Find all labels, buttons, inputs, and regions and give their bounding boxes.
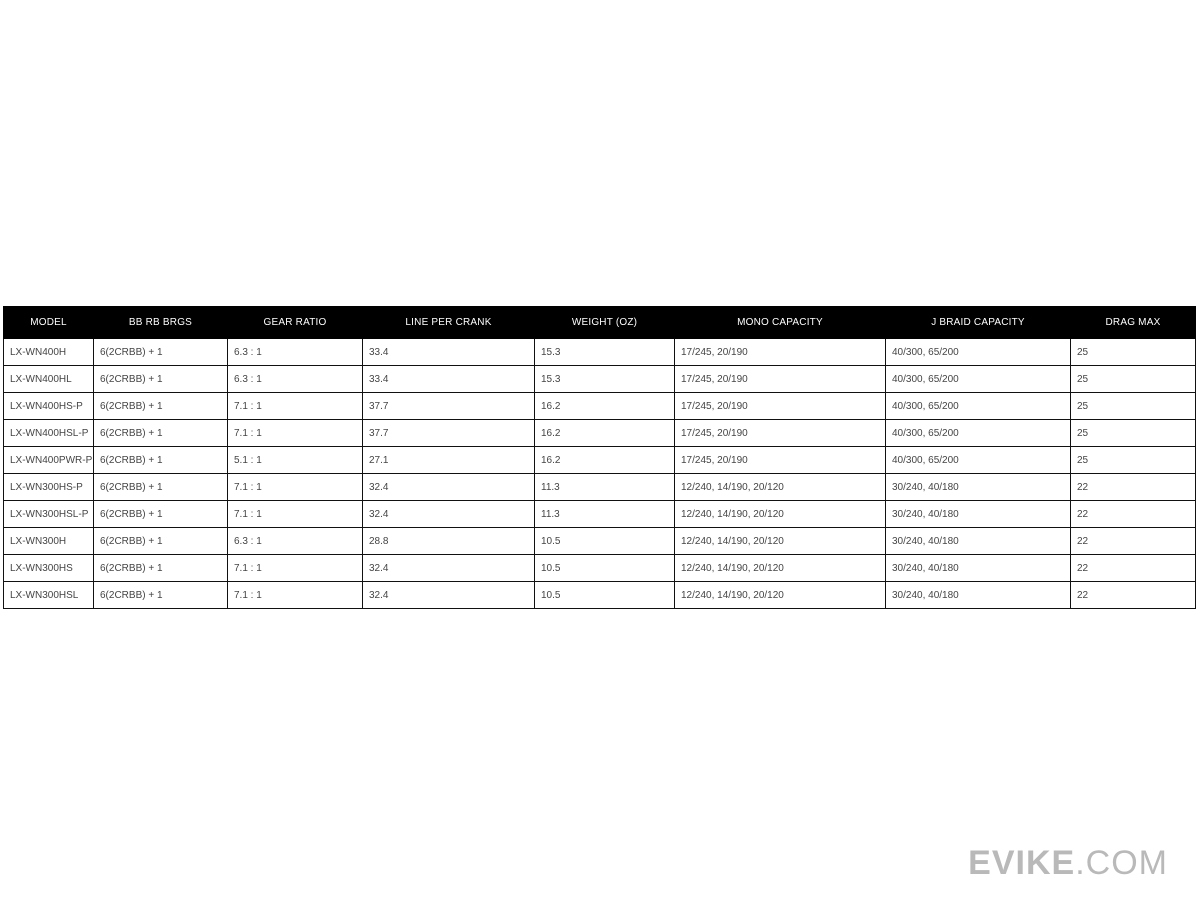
cell-line-per-crank: 33.4 (363, 366, 535, 393)
cell-drag-max: 22 (1071, 501, 1196, 528)
table-row (4, 420, 1196, 447)
cell-mono-capacity: 12/240, 14/190, 20/120 (675, 474, 886, 501)
cell-bb-rb-brgs: 6(2CRBB) + 1 (94, 501, 228, 528)
cell-model: LX-WN300HSL (4, 582, 94, 609)
cell-weight: 15.3 (535, 366, 675, 393)
cell-j-braid-capacity: 40/300, 65/200 (886, 420, 1071, 447)
cell-drag-max: 22 (1071, 474, 1196, 501)
cell-model: LX-WN400H (4, 339, 94, 366)
cell-line-per-crank: 32.4 (363, 555, 535, 582)
cell-line-per-crank: 32.4 (363, 582, 535, 609)
cell-j-braid-capacity: 40/300, 65/200 (886, 339, 1071, 366)
cell-bb-rb-brgs: 6(2CRBB) + 1 (94, 447, 228, 474)
cell-bb-rb-brgs: 6(2CRBB) + 1 (94, 420, 228, 447)
cell-bb-rb-brgs: 6(2CRBB) + 1 (94, 393, 228, 420)
cell-weight: 16.2 (535, 420, 675, 447)
cell-gear-ratio: 7.1 : 1 (228, 582, 363, 609)
cell-gear-ratio: 6.3 : 1 (228, 366, 363, 393)
table-row (4, 528, 1196, 555)
cell-drag-max: 22 (1071, 528, 1196, 555)
cell-line-per-crank: 28.8 (363, 528, 535, 555)
cell-line-per-crank: 37.7 (363, 393, 535, 420)
cell-weight: 16.2 (535, 447, 675, 474)
cell-model: LX-WN300HSL-P (4, 501, 94, 528)
cell-weight: 11.3 (535, 501, 675, 528)
table-row (4, 366, 1196, 393)
cell-j-braid-capacity: 30/240, 40/180 (886, 555, 1071, 582)
header-mono-capacity: MONO CAPACITY (675, 307, 886, 339)
cell-drag-max: 22 (1071, 555, 1196, 582)
cell-weight: 10.5 (535, 555, 675, 582)
watermark-brand: EVIKE (968, 844, 1076, 882)
cell-bb-rb-brgs: 6(2CRBB) + 1 (94, 366, 228, 393)
cell-drag-max: 25 (1071, 393, 1196, 420)
cell-model: LX-WN300H (4, 528, 94, 555)
cell-line-per-crank: 33.4 (363, 339, 535, 366)
cell-mono-capacity: 17/245, 20/190 (675, 339, 886, 366)
cell-gear-ratio: 7.1 : 1 (228, 420, 363, 447)
header-j-braid-capacity: J BRAID CAPACITY (886, 307, 1071, 339)
cell-line-per-crank: 27.1 (363, 447, 535, 474)
cell-mono-capacity: 12/240, 14/190, 20/120 (675, 528, 886, 555)
table-row (4, 501, 1196, 528)
cell-model: LX-WN400HSL-P (4, 420, 94, 447)
cell-j-braid-capacity: 40/300, 65/200 (886, 366, 1071, 393)
header-gear-ratio: GEAR RATIO (228, 307, 363, 339)
cell-mono-capacity: 12/240, 14/190, 20/120 (675, 501, 886, 528)
cell-bb-rb-brgs: 6(2CRBB) + 1 (94, 555, 228, 582)
cell-mono-capacity: 12/240, 14/190, 20/120 (675, 582, 886, 609)
cell-mono-capacity: 12/240, 14/190, 20/120 (675, 555, 886, 582)
cell-gear-ratio: 6.3 : 1 (228, 339, 363, 366)
header-weight: WEIGHT (OZ) (535, 307, 675, 339)
cell-j-braid-capacity: 30/240, 40/180 (886, 501, 1071, 528)
cell-j-braid-capacity: 40/300, 65/200 (886, 447, 1071, 474)
cell-gear-ratio: 7.1 : 1 (228, 393, 363, 420)
cell-mono-capacity: 17/245, 20/190 (675, 393, 886, 420)
table-header-row (4, 307, 1196, 339)
cell-bb-rb-brgs: 6(2CRBB) + 1 (94, 528, 228, 555)
header-line-per-crank: LINE PER CRANK (363, 307, 535, 339)
cell-drag-max: 25 (1071, 366, 1196, 393)
cell-bb-rb-brgs: 6(2CRBB) + 1 (94, 339, 228, 366)
cell-j-braid-capacity: 30/240, 40/180 (886, 474, 1071, 501)
header-bb-rb-brgs: BB RB BRGS (94, 307, 228, 339)
cell-line-per-crank: 32.4 (363, 474, 535, 501)
header-drag-max: DRAG MAX (1071, 307, 1196, 339)
table-row (4, 582, 1196, 609)
cell-gear-ratio: 7.1 : 1 (228, 474, 363, 501)
header-model: MODEL (4, 307, 94, 339)
cell-drag-max: 25 (1071, 339, 1196, 366)
cell-model: LX-WN400HS-P (4, 393, 94, 420)
watermark-suffix: .COM (1075, 844, 1168, 882)
table-row (4, 555, 1196, 582)
evike-watermark (968, 843, 1168, 883)
cell-model: LX-WN300HS (4, 555, 94, 582)
cell-mono-capacity: 17/245, 20/190 (675, 447, 886, 474)
cell-weight: 10.5 (535, 582, 675, 609)
cell-model: LX-WN400HL (4, 366, 94, 393)
cell-bb-rb-brgs: 6(2CRBB) + 1 (94, 474, 228, 501)
table-row (4, 474, 1196, 501)
cell-drag-max: 22 (1071, 582, 1196, 609)
cell-line-per-crank: 37.7 (363, 420, 535, 447)
cell-model: LX-WN300HS-P (4, 474, 94, 501)
cell-weight: 15.3 (535, 339, 675, 366)
cell-gear-ratio: 7.1 : 1 (228, 555, 363, 582)
table-row (4, 393, 1196, 420)
table-body (4, 339, 1196, 609)
cell-mono-capacity: 17/245, 20/190 (675, 420, 886, 447)
cell-gear-ratio: 7.1 : 1 (228, 501, 363, 528)
cell-bb-rb-brgs: 6(2CRBB) + 1 (94, 582, 228, 609)
cell-mono-capacity: 17/245, 20/190 (675, 366, 886, 393)
cell-j-braid-capacity: 30/240, 40/180 (886, 582, 1071, 609)
cell-weight: 10.5 (535, 528, 675, 555)
cell-gear-ratio: 6.3 : 1 (228, 528, 363, 555)
cell-drag-max: 25 (1071, 420, 1196, 447)
cell-j-braid-capacity: 40/300, 65/200 (886, 393, 1071, 420)
cell-gear-ratio: 5.1 : 1 (228, 447, 363, 474)
cell-weight: 16.2 (535, 393, 675, 420)
cell-model: LX-WN400PWR-P (4, 447, 94, 474)
table-row (4, 447, 1196, 474)
cell-line-per-crank: 32.4 (363, 501, 535, 528)
cell-weight: 11.3 (535, 474, 675, 501)
cell-drag-max: 25 (1071, 447, 1196, 474)
spec-table (3, 306, 1196, 609)
table-row (4, 339, 1196, 366)
cell-j-braid-capacity: 30/240, 40/180 (886, 528, 1071, 555)
